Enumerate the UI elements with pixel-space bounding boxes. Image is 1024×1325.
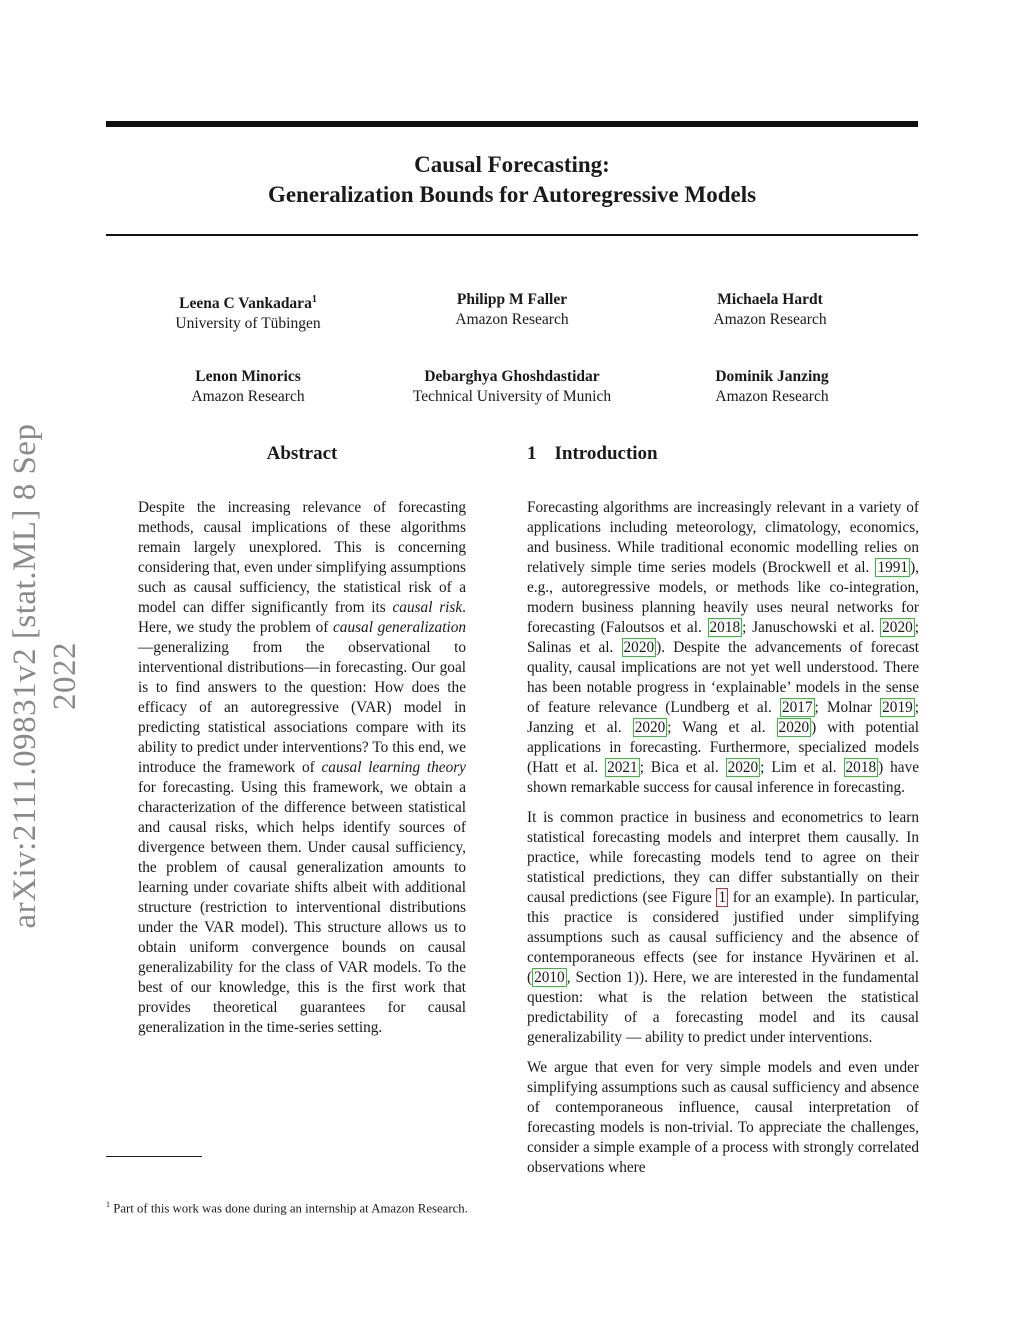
footnote-rule: [106, 1156, 202, 1157]
author-block: [660, 290, 880, 330]
introduction-body: [527, 498, 919, 1188]
author-footnote-mark: 1: [311, 294, 317, 305]
author-affiliation: University of Tübingen: [175, 315, 321, 333]
author-name: Leena C Vankadara$^1$: [179, 294, 317, 313]
title-rule-bottom: [106, 234, 918, 236]
author-affiliation: Amazon Research: [713, 311, 827, 328]
citation-link[interactable]: 2010: [534, 969, 565, 986]
citation-link[interactable]: 2020: [882, 619, 913, 636]
emphasis-causal-risk: causal risk: [392, 599, 463, 616]
citation-link[interactable]: 2018: [845, 759, 877, 776]
footnote-mark: 1: [106, 1200, 110, 1209]
citation-link[interactable]: 2020: [778, 719, 810, 736]
intro-paragraph-1: Forecasting algorithms are increasingly relevant in a variety of applications including meteorology, climatology, economics, and business. While traditional economic modelling relies on relatively simple time series models (Brockwell et al. 1991 ), e.g., autoregressive models, or methods like co-integration, modern business planning heavily uses neural networks for forecasting (Faloutsos et al. 2018 ; Januschowski et al. 2020 ; Salinas et al. 2020 ). Despite the advancements of forecast quality, causal implications are not yet well understood. There has been notable progress in ‘explainable’ models in the sense of feature relevance (Lundberg et al. 2017 ; Molnar 2019 ; Janzing et al. 2020 ; Wang et al. 2020 ) with potential applications in forecasting. Furthermore, specialized models (Hatt et al. 2021 ; Bica et al. 2020 ; Lim et al. 2018 ) have shown remarkable success for causal inference in forecasting.: [527, 499, 920, 796]
section-number: 1: [527, 443, 537, 464]
author-name: Dominik Janzing: [715, 368, 829, 385]
author-affiliation: Amazon Research: [455, 311, 569, 328]
author-name: Philipp M Faller: [456, 291, 568, 308]
arxiv-watermark: arXiv:2111.09831v2 [stat.ML] 8 Sep 2022: [7, 423, 83, 929]
citation-link[interactable]: 2021: [607, 759, 638, 776]
emphasis-causal-learning-theory: causal learning theory: [321, 759, 466, 776]
emphasis-causal-generalization: causal generalization: [333, 619, 466, 636]
author-block: [660, 367, 884, 407]
citation-link[interactable]: 2019: [882, 699, 913, 716]
author-affiliation: Amazon Research: [191, 388, 305, 405]
author-block: [382, 367, 642, 407]
footnote: $^1$ Part of this work was done during an internship at Amazon Research.: [106, 1200, 468, 1216]
abstract-body: [138, 498, 466, 1048]
author-block: [128, 367, 368, 407]
citation-link[interactable]: 2020: [623, 639, 655, 656]
citation-link[interactable]: 2017: [781, 699, 813, 716]
paper-title-line1: Causal Forecasting:: [414, 152, 610, 177]
section-heading-introduction: [527, 443, 658, 465]
citation-link[interactable]: 2020: [634, 719, 666, 736]
abstract-heading: Abstract: [266, 443, 338, 464]
author-block: [128, 290, 368, 334]
author-affiliation: Technical University of Munich: [412, 388, 612, 405]
author-affiliation: Amazon Research: [715, 388, 829, 405]
paper-title-line2: Generalization Bounds for Autoregressive Models: [267, 182, 757, 207]
citation-link[interactable]: 1991: [877, 559, 909, 576]
intro-paragraph-3: We argue that even for very simple models and even under simplifying assumptions such as causal sufficiency and absence of contemporaneous influence, causal interpretation of forecasting models is non-trivial. To appreciate the challenges, consider a simple example of a process with strongly correlated observations where: [527, 1059, 919, 1176]
paper-title: [106, 150, 918, 210]
author-name: Debarghya Ghoshdastidar: [424, 368, 600, 385]
author-name: Lenon Minorics: [195, 368, 301, 385]
figure-ref-link[interactable]: 1: [718, 889, 727, 906]
author-name: Michaela Hardt: [717, 291, 823, 308]
citation-link[interactable]: 2020: [727, 759, 759, 776]
intro-paragraph-2: It is common practice in business and econometrics to learn statistical forecasting models and interpret them causally. In practice, while forecasting models tend to agree on their statistical predictions, they can differ substantially on their causal predictions (see Figure 1 for an example). In particular, this practice is considered justified under simplifying assumptions such as causal sufficiency and the absence of contemporaneous effects (see for instance Hyvärinen et al. ( 2010 , Section 1)). Here, we are interested in the fundamental question: what is the relation between the statistical predictability of a forecasting model and its causal generalizability — ability to predict under interventions.: [527, 809, 919, 1046]
citation-link[interactable]: 2018: [709, 619, 741, 636]
title-rule-top: [106, 121, 918, 127]
section-title: Introduction: [554, 443, 658, 464]
abstract-paragraph: Despite the increasing relevance of forecasting methods, causal implications of these algorithms remain largely unexplored. This is concerning considering that, even under simplifying assumptions such as causal sufficiency, the statistical risk of a model can differ significantly from its causal risk. Here, we study the problem of causal generalization—generalizing from the observational to interventional distributions—in forecasting. Our goal is to find answers to the question: How does the efficacy of an autoregressive (VAR) model in predicting statistical associations compare with its ability to predict under interventions? To this end, we introduce the framework of causal learning theory for forecasting. Using this framework, we obtain a characterization of the difference between statistical and causal risks, which helps identify sources of divergence between them. Under causal sufficiency, the problem of causal generalization amounts to learning under covariate shifts albeit with additional structure (restriction to interventional distributions under the VAR model). This structure allows us to obtain uniform convergence bounds on causal generalizability for the class of VAR models. To the best of our knowledge, this is the first work that provides theoretical guarantees for causal generalization in the time-series setting.: [138, 499, 466, 1036]
author-block: [382, 290, 642, 330]
